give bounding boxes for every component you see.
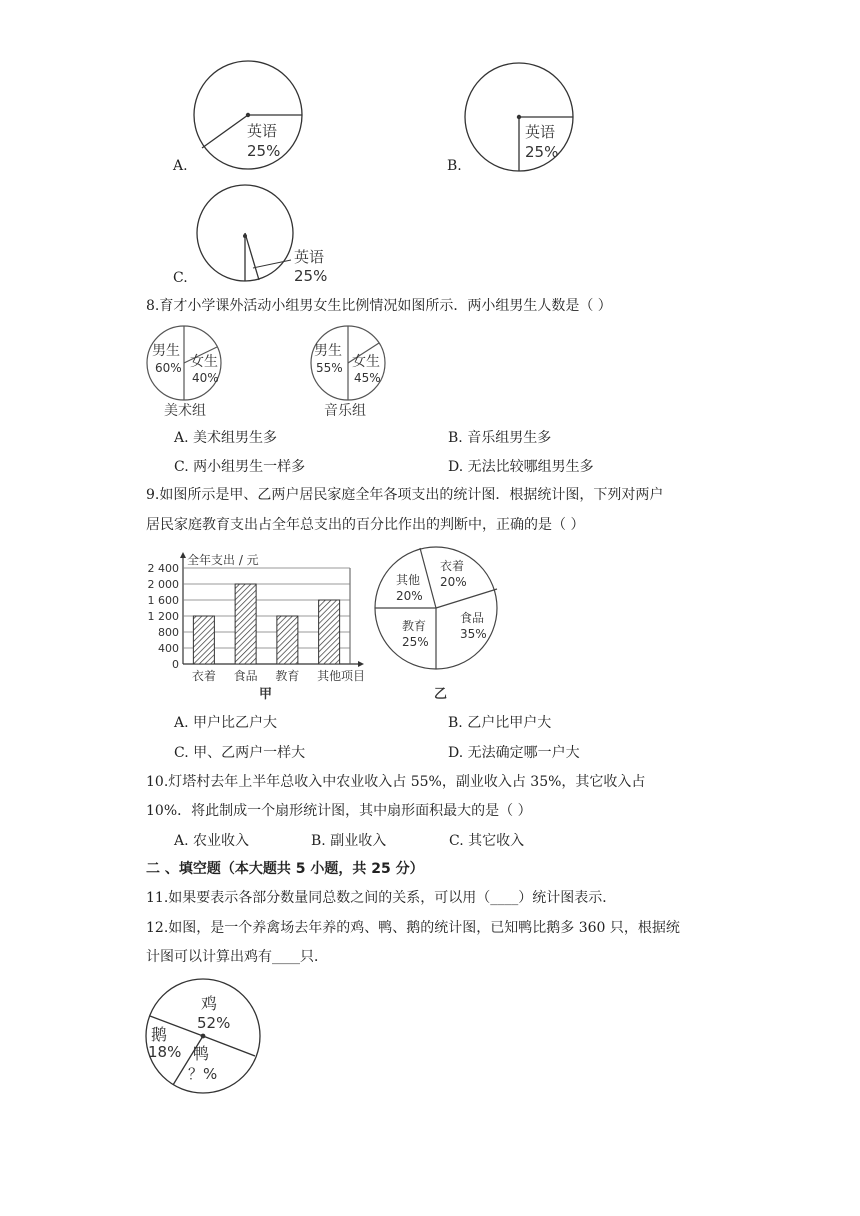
q9-option-d: D. 无法确定哪一户大 — [448, 745, 580, 761]
bar-y-tick-label: 2 400 — [147, 562, 179, 575]
bar-y-tick-label: 1 600 — [147, 594, 179, 607]
bar-category-label: 衣着 — [191, 669, 216, 683]
q8-stem: 8.育才小学课外活动小组男女生比例情况如图所示．两小组男生人数是（ ） — [146, 298, 612, 314]
q8-music-girls-label: 女生 — [352, 354, 380, 370]
q8-music-girls-value: 45% — [354, 371, 381, 385]
q12-stem-line1: 12.如图，是一个养禽场去年养的鸡、鸭、鹅的统计图，已知鸭比鹅多 360 只，根据统 — [146, 920, 680, 936]
bar-1 — [235, 584, 256, 664]
q8-art-pie — [146, 325, 236, 420]
q7-pie-b-value: 25% — [525, 143, 559, 161]
q12-pie-chicken-value: 52% — [197, 1014, 231, 1032]
q9-pie-education-value: 25% — [402, 635, 429, 649]
q8-option-a: A. 美术组男生多 — [174, 430, 278, 446]
bar-y-tick-label: 0 — [172, 658, 179, 671]
q8-music-name: 音乐组 — [324, 403, 366, 419]
q8-music-boys-label: 男生 — [314, 343, 342, 359]
q8-art-boys-label: 男生 — [152, 343, 180, 359]
q7-pie-c-value: 25% — [294, 267, 328, 285]
q9-pie-other-value: 20% — [396, 589, 423, 603]
q7-option-a — [170, 60, 410, 180]
bar-y-tick-label: 2 000 — [147, 578, 179, 591]
q7-option-c — [170, 178, 410, 288]
q7-option-b — [447, 60, 647, 180]
bar-y-tick-label: 800 — [158, 626, 179, 639]
q7-pie-b — [464, 62, 574, 172]
q9-option-c: C. 甲、乙两户一样大 — [174, 745, 306, 761]
q9-option-a: A. 甲户比乙户大 — [174, 715, 278, 731]
q12-pie-chicken-label: 鸡 — [201, 994, 218, 1013]
q7-pie-a — [193, 60, 303, 170]
bar-2 — [277, 616, 298, 664]
q7-pie-c — [197, 178, 367, 288]
q11-stem: 11.如果要表示各部分数量同总数之间的关系，可以用（____）统计图表示． — [146, 890, 617, 906]
q8-figure — [146, 325, 406, 420]
q9-stem-line1: 9.如图所示是甲、乙两户居民家庭全年各项支出的统计图．根据统计图，下列对两户 — [146, 487, 664, 503]
q12-pie-goose-label: 鹅 — [151, 1025, 168, 1044]
q10-option-c: C. 其它收入 — [449, 833, 525, 849]
bar-y-tick-label: 1 200 — [147, 610, 179, 623]
q7-pie-c-label: 英语 — [294, 248, 325, 266]
q10-stem-line1: 10.灯塔村去年上半年总收入中农业收入占 55%，副业收入占 35%，其它收入占 — [146, 774, 646, 790]
q8-music-boys-value: 55% — [316, 361, 343, 375]
q12-stem-line2: 计图可以计算出鸡有____只． — [146, 949, 328, 965]
q8-music-pie — [310, 325, 400, 420]
q7-pie-a-value: 25% — [247, 142, 281, 160]
bar-0 — [193, 616, 214, 664]
q9-bar-xlabel: 项目 — [341, 669, 366, 683]
q8-option-b: B. 音乐组男生多 — [448, 430, 552, 446]
q10-option-a: A. 农业收入 — [174, 833, 250, 849]
q10-stem-line2: 10%．将此制成一个扇形统计图，其中扇形面积最大的是（ ） — [146, 803, 532, 819]
q9-bar-chart — [145, 548, 370, 702]
q10-option-b: B. 副业收入 — [311, 833, 387, 849]
q8-art-boys-value: 60% — [155, 361, 182, 375]
q9-pie-clothing-value: 20% — [440, 575, 467, 589]
q9-stem-line2: 居民家庭教育支出占全年总支出的百分比作出的判断中，正确的是（ ） — [146, 517, 585, 533]
bar-y-arrow-icon — [180, 552, 186, 558]
q9-pie-caption: 乙 — [434, 687, 448, 702]
q7-pie-a-label: 英语 — [247, 122, 278, 140]
q7-option-c-label: C. — [173, 270, 188, 286]
q9-bar-caption: 甲 — [259, 687, 273, 702]
q9-bar-ylabel: 全年支出 / 元 — [187, 553, 259, 567]
bar-category-label: 其他 — [317, 669, 342, 683]
q8-option-c: C. 两小组男生一样多 — [174, 459, 306, 475]
q8-option-d: D. 无法比较哪组男生多 — [448, 459, 594, 475]
q8-art-name: 美术组 — [164, 403, 206, 419]
q9-pie-chart — [374, 546, 514, 702]
q8-art-girls-label: 女生 — [190, 354, 218, 370]
bar-y-tick-label: 400 — [158, 642, 179, 655]
q7-pie-b-label: 英语 — [525, 123, 556, 141]
q9-option-b: B. 乙户比甲户大 — [448, 715, 552, 731]
q9-pie-food-value: 35% — [460, 627, 487, 641]
q12-pie-duck-label: 鸭 — [193, 1044, 210, 1063]
q12-pie-goose-value: 18% — [148, 1043, 182, 1061]
q9-pie-other-label: 其他 — [396, 573, 421, 587]
q8-art-girls-value: 40% — [192, 371, 219, 385]
q9-pie-clothing-label: 衣着 — [440, 559, 465, 573]
q7-option-a-label: A. — [173, 158, 188, 174]
q9-pie-education-label: 教育 — [402, 619, 427, 633]
q12-pie-duck-value: ？% — [188, 1065, 218, 1083]
q7-option-b-label: B. — [447, 158, 462, 174]
bar-category-label: 教育 — [275, 669, 300, 683]
q12-pie-chart — [145, 978, 265, 1098]
bar-3 — [319, 600, 340, 664]
q9-pie-food-label: 食品 — [460, 611, 485, 625]
section2-title: 二 、填空题（本大题共 5 小题，共 25 分） — [146, 861, 424, 877]
bar-category-label: 食品 — [233, 669, 258, 683]
bar-x-arrow-icon — [358, 661, 364, 667]
